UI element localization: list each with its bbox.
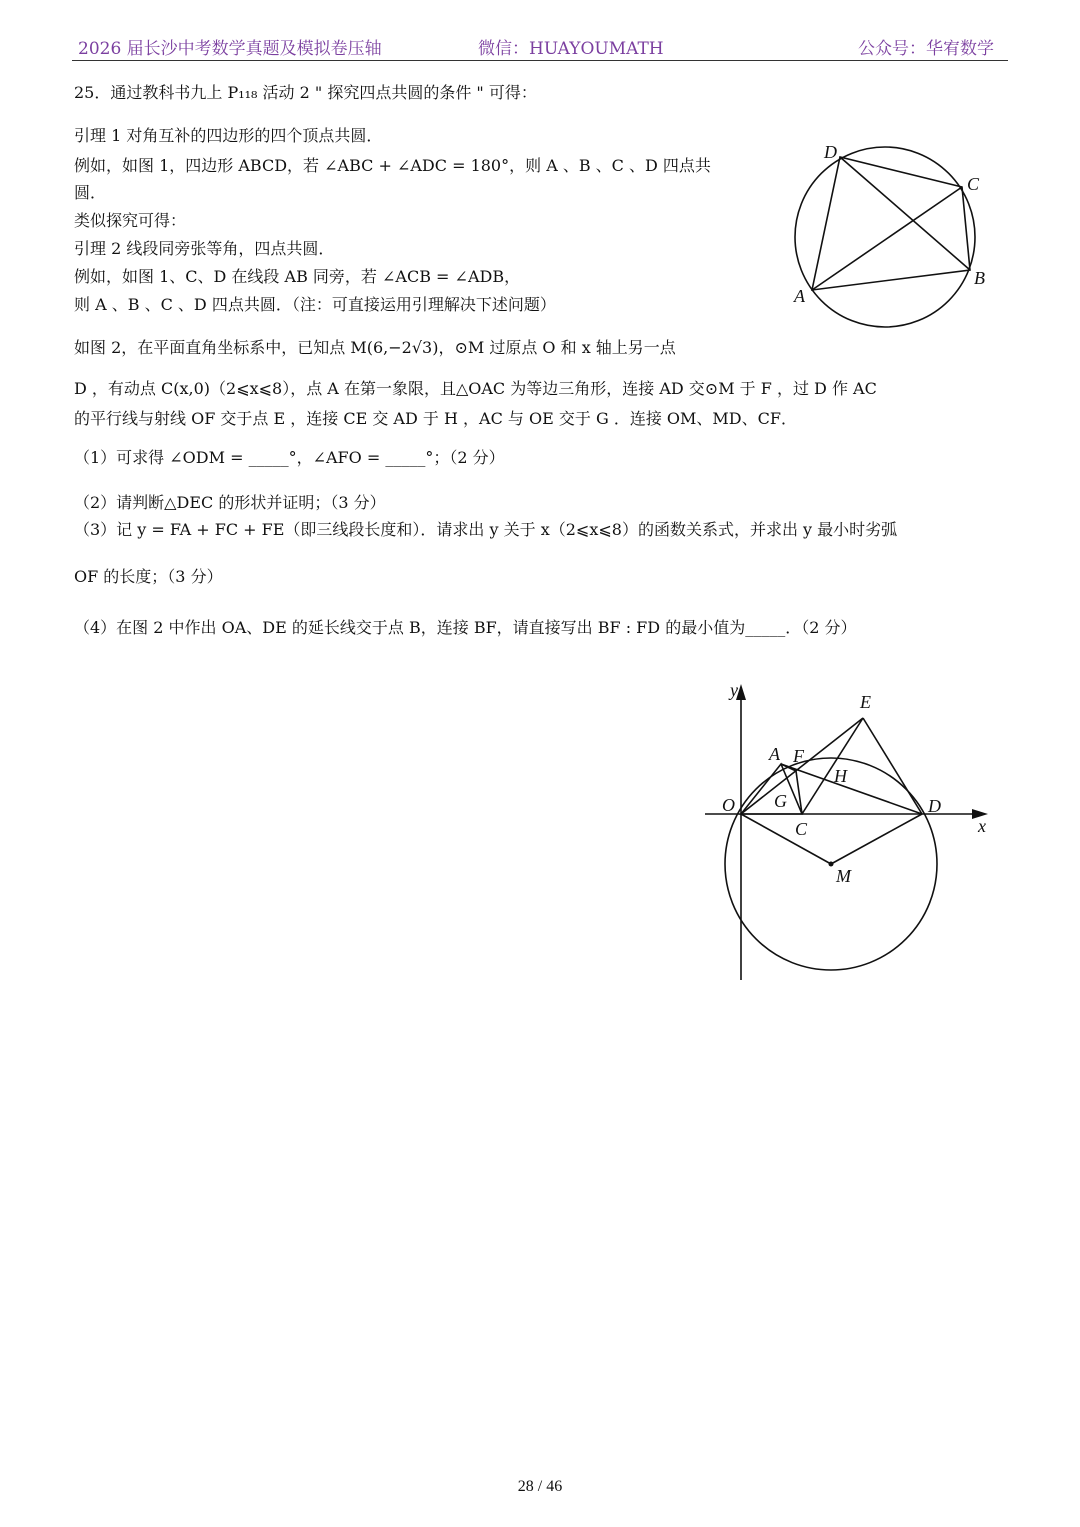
segment-ad: [781, 764, 922, 814]
figure-2: [700, 680, 1000, 990]
label-c: C: [795, 819, 808, 839]
label-y: y: [730, 680, 738, 700]
question-1: （1）可求得 ∠ODM = _____°，∠AFO = _____°；（2 分）: [74, 448, 505, 467]
problem-line: 则 A 、B 、C 、D 四点共圆．（注：可直接运用引理解决下述问题）: [74, 295, 556, 314]
page-header: [72, 30, 1008, 61]
label-e: E: [860, 692, 871, 712]
problem-line: 25．通过教科书九上 P₁₁₈ 活动 2 " 探究四点共圆的条件 " 可得：: [74, 83, 537, 102]
label-f: F: [793, 746, 804, 766]
problem-line: 圆．: [74, 183, 107, 202]
label-a: A: [794, 286, 805, 306]
page-number: 28 / 46: [517, 1478, 563, 1495]
diagonal-bd: [840, 157, 970, 270]
question-3-cont: OF 的长度；（3 分）: [74, 567, 223, 586]
problem-line: 例如，如图 1，四边形 ABCD，若 ∠ABC + ∠ADC = 180°，则 A 、B 、C 、D 四点共: [74, 156, 711, 175]
problem-line: 例如，如图 1、C、D 在线段 AB 同旁，若 ∠ACB = ∠ADB，: [74, 267, 521, 286]
label-a: A: [769, 744, 780, 764]
label-x: x: [978, 816, 986, 836]
label-d: D: [928, 796, 941, 816]
problem-line: 引理 2 线段同旁张等角，四点共圆．: [74, 239, 335, 258]
quadrilateral-abcd: [812, 157, 970, 290]
question-2: （2）请判断△DEC 的形状并证明；（3 分）: [74, 493, 386, 512]
figure-1: [780, 140, 1000, 340]
segment-md: [831, 814, 922, 864]
point-m: [829, 862, 834, 867]
label-g: G: [774, 791, 787, 811]
label-m: M: [836, 866, 851, 886]
problem-line: 的平行线与射线 OF 交于点 E ，连接 CE 交 AD 于 H ，AC 与 OE 交于 G ．连接 OM、MD、CF．: [74, 409, 797, 428]
header-title: 2026 届长沙中考数学真题及模拟卷压轴: [78, 39, 382, 59]
label-d: D: [824, 142, 837, 162]
question-4: （4）在图 2 中作出 OA、DE 的延长线交于点 B，连接 BF，请直接写出 BF : FD 的最小值为_____．（2 分）: [74, 618, 857, 637]
label-o: O: [722, 795, 735, 815]
label-c: C: [967, 174, 980, 194]
problem-line: 引理 1 对角互补的四边形的四个顶点共圆．: [74, 126, 383, 145]
label-b: B: [974, 268, 985, 288]
question-3: （3）记 y = FA + FC + FE（即三线段长度和）．请求出 y 关于 x（2⩽x⩽8）的函数关系式，并求出 y 最小时劣弧: [74, 520, 898, 539]
segment-om: [741, 814, 831, 864]
circle: [795, 147, 975, 327]
header-account: 公众号：华宥数学: [858, 39, 994, 59]
header-wechat: 微信：HUAYOUMATH: [478, 39, 664, 59]
problem-line: 类似探究可得：: [74, 211, 187, 230]
segment-ce: [802, 718, 863, 814]
problem-line: 如图 2，在平面直角坐标系中，已知点 M(6,−2√3)，⊙M 过原点 O 和 x 轴上另一点: [74, 338, 676, 357]
problem-line: D ，有动点 C(x,0)（2⩽x⩽8），点 A 在第一象限，且△OAC 为等边三角形，连接 AD 交⊙M 于 F ，过 D 作 AC: [74, 379, 877, 398]
label-h: H: [834, 766, 847, 786]
